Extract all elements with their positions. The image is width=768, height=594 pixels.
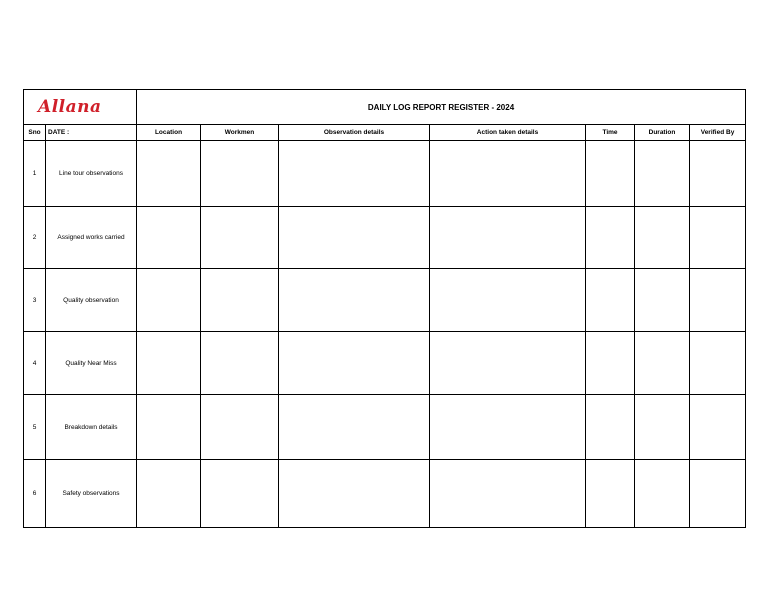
cell-verified[interactable] <box>690 207 746 269</box>
cell-time[interactable] <box>586 207 635 269</box>
cell-location[interactable] <box>137 141 201 207</box>
row-sno: 1 <box>24 141 46 207</box>
cell-location[interactable] <box>137 460 201 528</box>
log-register-table <box>23 89 746 528</box>
cell-observation[interactable] <box>279 395 430 460</box>
table-row <box>24 460 746 528</box>
cell-duration[interactable] <box>635 395 690 460</box>
cell-verified[interactable] <box>690 395 746 460</box>
cell-duration[interactable] <box>635 332 690 395</box>
table-row <box>24 269 746 332</box>
col-header-time: Time <box>586 125 635 141</box>
company-logo: Allana <box>38 97 102 117</box>
col-header-duration: Duration <box>635 125 690 141</box>
cell-observation[interactable] <box>279 332 430 395</box>
cell-workmen[interactable] <box>201 460 279 528</box>
cell-duration[interactable] <box>635 207 690 269</box>
col-header-workmen: Workmen <box>201 125 279 141</box>
cell-observation[interactable] <box>279 269 430 332</box>
table-row <box>24 332 746 395</box>
cell-time[interactable] <box>586 141 635 207</box>
cell-observation[interactable] <box>279 141 430 207</box>
cell-verified[interactable] <box>690 460 746 528</box>
cell-duration[interactable] <box>635 269 690 332</box>
cell-action[interactable] <box>430 460 586 528</box>
cell-location[interactable] <box>137 207 201 269</box>
cell-workmen[interactable] <box>201 141 279 207</box>
row-label: Quality Near Miss <box>46 332 137 395</box>
table-row <box>24 395 746 460</box>
row-label: Safety observations <box>46 460 137 528</box>
cell-workmen[interactable] <box>201 332 279 395</box>
cell-action[interactable] <box>430 207 586 269</box>
cell-observation[interactable] <box>279 207 430 269</box>
cell-time[interactable] <box>586 269 635 332</box>
col-header-action: Action taken details <box>430 125 586 141</box>
column-header-row <box>24 125 746 141</box>
cell-location[interactable] <box>137 332 201 395</box>
logo-cell <box>24 90 137 125</box>
row-label: Assigned works carried <box>46 207 137 269</box>
cell-verified[interactable] <box>690 141 746 207</box>
cell-duration[interactable] <box>635 141 690 207</box>
cell-time[interactable] <box>586 332 635 395</box>
row-sno: 4 <box>24 332 46 395</box>
cell-time[interactable] <box>586 395 635 460</box>
cell-duration[interactable] <box>635 460 690 528</box>
table-row <box>24 141 746 207</box>
cell-workmen[interactable] <box>201 269 279 332</box>
col-header-observation: Observation details <box>279 125 430 141</box>
cell-location[interactable] <box>137 395 201 460</box>
cell-action[interactable] <box>430 269 586 332</box>
report-title: DAILY LOG REPORT REGISTER - 2024 <box>137 90 746 125</box>
cell-workmen[interactable] <box>201 395 279 460</box>
col-header-sno: Sno <box>24 125 46 141</box>
cell-action[interactable] <box>430 395 586 460</box>
row-sno: 2 <box>24 207 46 269</box>
cell-verified[interactable] <box>690 332 746 395</box>
cell-action[interactable] <box>430 332 586 395</box>
row-label: Quality observation <box>46 269 137 332</box>
col-header-location: Location <box>137 125 201 141</box>
row-label: Breakdown details <box>46 395 137 460</box>
row-sno: 3 <box>24 269 46 332</box>
row-sno: 5 <box>24 395 46 460</box>
cell-workmen[interactable] <box>201 207 279 269</box>
table-row <box>24 207 746 269</box>
cell-action[interactable] <box>430 141 586 207</box>
header-row <box>24 90 746 125</box>
row-label: Line tour observations <box>46 141 137 207</box>
cell-observation[interactable] <box>279 460 430 528</box>
col-header-verified: Verified By <box>690 125 746 141</box>
cell-time[interactable] <box>586 460 635 528</box>
row-sno: 6 <box>24 460 46 528</box>
cell-verified[interactable] <box>690 269 746 332</box>
col-header-date: DATE : <box>46 125 137 141</box>
log-register-sheet <box>23 89 745 528</box>
cell-location[interactable] <box>137 269 201 332</box>
